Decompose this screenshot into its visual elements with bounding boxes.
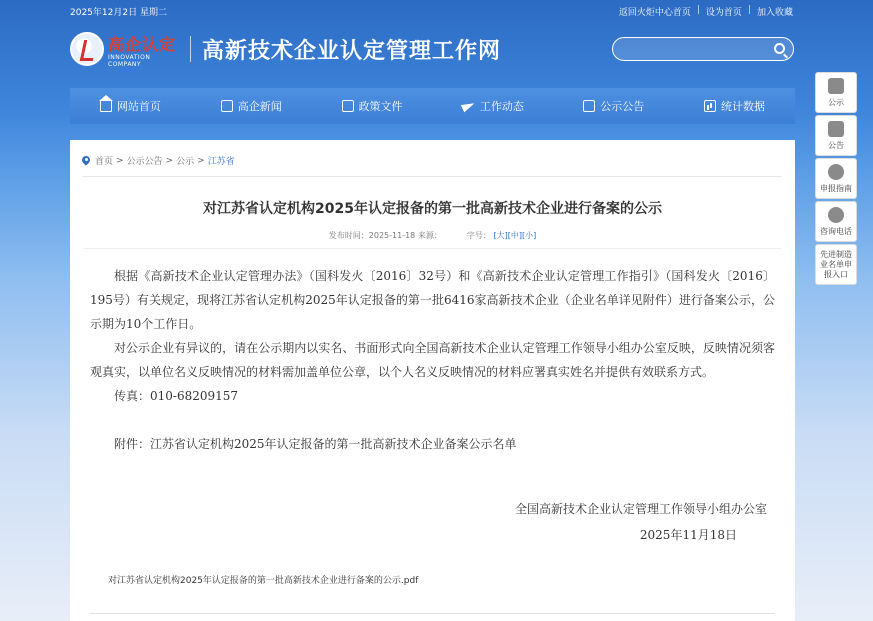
nav-label: 公示公告 bbox=[600, 100, 645, 113]
nav-statistics[interactable] bbox=[674, 88, 795, 124]
article-title: 对江苏省认定机构2025年认定报备的第一批高新技术企业进行备案的公示 bbox=[203, 201, 662, 217]
breadcrumb-current[interactable]: 江苏省 bbox=[207, 157, 235, 167]
bulletin-icon bbox=[828, 121, 844, 137]
nav-label: 统计数据 bbox=[721, 100, 766, 113]
nav-label: 网站首页 bbox=[116, 100, 161, 113]
news-icon bbox=[221, 100, 233, 112]
logo-divider bbox=[190, 36, 191, 62]
breadcrumb-home[interactable]: 首页 bbox=[95, 157, 114, 167]
search-input[interactable] bbox=[623, 41, 763, 57]
side-btn-bulletin[interactable] bbox=[815, 115, 857, 156]
location-pin-icon bbox=[82, 156, 90, 166]
link-torch-home[interactable]: 返回火炬中心首页 bbox=[618, 8, 691, 18]
side-btn-notice[interactable] bbox=[815, 72, 857, 113]
nav-news[interactable] bbox=[191, 88, 312, 124]
link-separator: | bbox=[747, 5, 751, 15]
content-card bbox=[70, 140, 795, 621]
breadcrumb-announcements[interactable]: 公示公告 bbox=[126, 157, 163, 167]
compass-icon bbox=[828, 164, 844, 180]
publish-date: 2025-11-18 bbox=[368, 231, 416, 240]
breadcrumb-separator: > bbox=[197, 155, 205, 166]
divider bbox=[84, 248, 781, 249]
breadcrumb-separator: > bbox=[165, 155, 174, 166]
phone-icon bbox=[828, 207, 844, 223]
top-links bbox=[619, 5, 793, 18]
side-label: 咨询电话 bbox=[820, 227, 852, 236]
paragraph-basis: 根据《高新技术企业认定管理办法》（国科发火〔2016〕32号）和《高新技术企业认定管理工作指引》（国科发火〔2016〕195号）有关规定，现将江苏省认定机构2025年认定报备的第一批6416家高新技术企业（企业名单详见附件）进行备案公示，公示期为10个工作日。 bbox=[90, 269, 775, 331]
fontsize-small[interactable]: [小] bbox=[521, 231, 537, 240]
pdf-attachment-link[interactable]: 对江苏省认定机构2025年认定报备的第一批高新技术企业进行备案的公示.pdf bbox=[108, 576, 419, 586]
source-label: 来源： bbox=[417, 231, 442, 240]
logo-text-cn: 高企认定 bbox=[108, 35, 177, 54]
search-icon[interactable] bbox=[774, 43, 785, 54]
notice-icon bbox=[828, 78, 844, 94]
current-date: 2025年12月2日 星期二 bbox=[70, 8, 167, 18]
link-separator: | bbox=[696, 5, 700, 15]
article-body bbox=[90, 264, 775, 456]
breadcrumb-notice[interactable]: 公示 bbox=[176, 157, 195, 167]
breadcrumb-separator: > bbox=[116, 155, 124, 166]
fontsize-label: 字号： bbox=[466, 231, 491, 240]
nav-announcements[interactable] bbox=[553, 88, 674, 124]
side-label: 先进制造业名单申报入口 bbox=[820, 250, 852, 279]
signature-date: 2025年11月18日 bbox=[639, 528, 737, 542]
home-icon bbox=[100, 100, 112, 112]
nav-home[interactable] bbox=[70, 88, 191, 124]
divider bbox=[90, 613, 775, 614]
logo-text-en: INNOVATION COMPANY bbox=[108, 54, 151, 68]
paragraph-objection: 对公示企业有异议的，请在公示期内以实名、书面形式向全国高新技术企业认定管理工作领导小组办公室反映，反映情况须客观真实，以单位名义反映情况的材料需加盖单位公章，以个人名义反映情况的材料应署真实姓名并提供有效联系方式。 bbox=[90, 341, 775, 379]
search-box[interactable] bbox=[612, 37, 794, 61]
nav-policy[interactable] bbox=[312, 88, 433, 124]
publish-label: 发布时间： bbox=[328, 231, 369, 240]
top-bar bbox=[0, 0, 873, 22]
side-float-bar bbox=[815, 72, 857, 287]
fontsize-large[interactable]: [大] bbox=[493, 231, 508, 240]
document-icon bbox=[342, 100, 354, 112]
link-add-favorite[interactable]: 加入收藏 bbox=[756, 8, 793, 18]
site-logo[interactable] bbox=[70, 30, 182, 68]
breadcrumb bbox=[82, 154, 235, 167]
site-title: 高新技术企业认定管理工作网 bbox=[202, 38, 502, 64]
chart-icon bbox=[704, 100, 716, 112]
attachment-line[interactable]: 附件：江苏省认定机构2025年认定报备的第一批高新技术企业备案公示名单 bbox=[114, 437, 517, 451]
link-set-homepage[interactable]: 设为首页 bbox=[705, 8, 742, 18]
nav-label: 高企新闻 bbox=[237, 100, 282, 113]
main-nav bbox=[70, 88, 795, 124]
side-label: 公告 bbox=[828, 141, 844, 150]
fax-line: 传真：010-68209157 bbox=[114, 389, 239, 403]
side-btn-manufacturing-entry[interactable] bbox=[815, 244, 857, 285]
fontsize-medium[interactable]: [中] bbox=[507, 231, 522, 240]
logo-mark-icon bbox=[70, 32, 104, 66]
article-meta bbox=[70, 230, 795, 241]
side-label: 公示 bbox=[828, 98, 844, 107]
nav-label: 政策文件 bbox=[358, 100, 403, 113]
side-btn-guide[interactable] bbox=[815, 158, 857, 199]
nav-work-updates[interactable] bbox=[432, 88, 553, 124]
paper-plane-icon bbox=[462, 100, 475, 112]
signature-org: 全国高新技术企业认定管理工作领导小组办公室 bbox=[514, 502, 767, 516]
nav-label: 工作动态 bbox=[479, 100, 524, 113]
side-label: 申报指南 bbox=[820, 184, 852, 193]
announcement-icon bbox=[583, 100, 595, 112]
divider bbox=[82, 176, 782, 177]
side-btn-phone[interactable] bbox=[815, 201, 857, 242]
